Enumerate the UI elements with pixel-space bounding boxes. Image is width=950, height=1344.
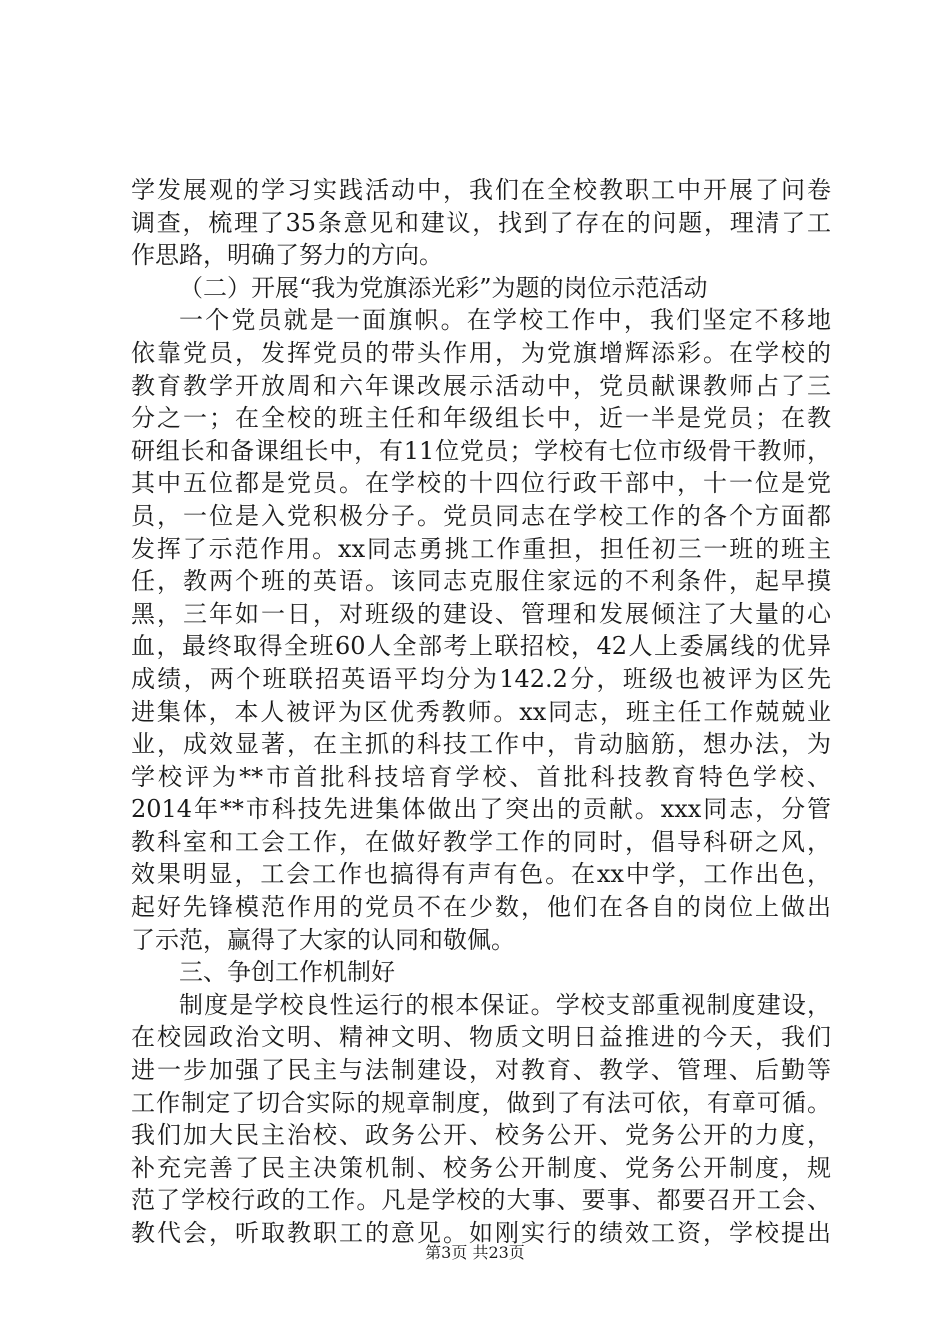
text-line: 调查，梳理了35条意见和建议，找到了存在的问题，理清了工 [131, 208, 831, 237]
text-line: 黑，三年如一日，对班级的建设、管理和发展倾注了大量的心 [131, 599, 831, 628]
text-line: 发挥了示范作用。xx同志勇挑工作重担，担任初三一班的班主 [131, 534, 831, 563]
text-line: 分之一；在全校的班主任和年级组长中，近一半是党员；在教 [131, 404, 831, 433]
text-line: 了示范，赢得了大家的认同和敬佩。 [131, 925, 515, 954]
text-line: 任，教两个班的英语。该同志克服住家远的不利条件，起早摸 [131, 567, 831, 596]
page-number-label: 第3页 共23页 [425, 1243, 525, 1262]
text-line: 教代会，听取教职工的意见。如刚实行的绩效工资，学校提出 [131, 1219, 831, 1247]
text-line: 教育教学开放周和六年课改展示活动中，党员献课教师占了三 [131, 371, 831, 400]
text-line: 进集体，本人被评为区优秀教师。xx同志，班主任工作兢兢业 [131, 697, 831, 726]
text-line: 作思路，明确了努力的方向。 [131, 241, 443, 270]
text-line: 血，最终取得全班60人全部考上联招校，42人上委属线的优异 [131, 632, 831, 661]
text-line: 研组长和备课组长中，有11位党员；学校有七位市级骨干教师， [131, 436, 831, 465]
text-line: 员，一位是入党积极分子。党员同志在学校工作的各个方面都 [131, 501, 831, 530]
text-line: 进一步加强了民主与法制建设，对教育、教学、管理、后勤等 [131, 1056, 831, 1085]
text-line: 范了学校行政的工作。凡是学校的大事、要事、都要召开工会、 [131, 1186, 831, 1215]
text-line: 业，成效显著，在主抓的科技工作中，肯动脑筋，想办法，为 [131, 730, 831, 759]
text-line: 成绩，两个班联招英语平均分为142.2分，班级也被评为区先 [131, 664, 831, 693]
text-line: 教科室和工会工作，在做好教学工作的同时，倡导科研之风， [131, 827, 831, 856]
text-line: 效果明显，工会工作也搞得有声有色。在xx中学，工作出色， [131, 860, 831, 889]
text-line: 起好先锋模范作用的党员不在少数，他们在各自的岗位上做出 [131, 893, 831, 922]
text-line: 学发展观的学习实践活动中，我们在全校教职工中开展了问卷 [131, 176, 831, 204]
page-footer [0, 1241, 950, 1265]
text-line: 在校园政治文明、精神文明、物质文明日益推进的今天，我们 [131, 1023, 831, 1052]
section-heading: 三、争创工作机制好 [179, 958, 395, 987]
text-line: 我们加大民主治校、政务公开、校务公开、党务公开的力度， [131, 1121, 831, 1150]
text-line: 工作制定了切合实际的规章制度，做到了有法可依，有章可循。 [131, 1088, 831, 1117]
text-line: 学校评为**市首批科技培育学校、首批科技教育特色学校、 [131, 762, 831, 791]
text-line: 其中五位都是党员。在学校的十四位行政干部中，十一位是党 [131, 469, 831, 498]
text-line: 一个党员就是一面旗帜。在学校工作中，我们坚定不移地 [179, 306, 831, 335]
text-line: 2014年**市科技先进集体做出了突出的贡献。xxx同志，分管 [131, 795, 831, 824]
document-body [131, 174, 831, 1250]
text-line: 补充完善了民主决策机制、校务公开制度、党务公开制度，规 [131, 1153, 831, 1182]
section-heading: （二）开展“我为党旗添光彩”为题的岗位示范活动 [179, 273, 708, 302]
text-line: 制度是学校良性运行的根本保证。学校支部重视制度建设， [179, 990, 831, 1019]
text-line: 依靠党员，发挥党员的带头作用，为党旗增辉添彩。在学校的 [131, 338, 831, 367]
